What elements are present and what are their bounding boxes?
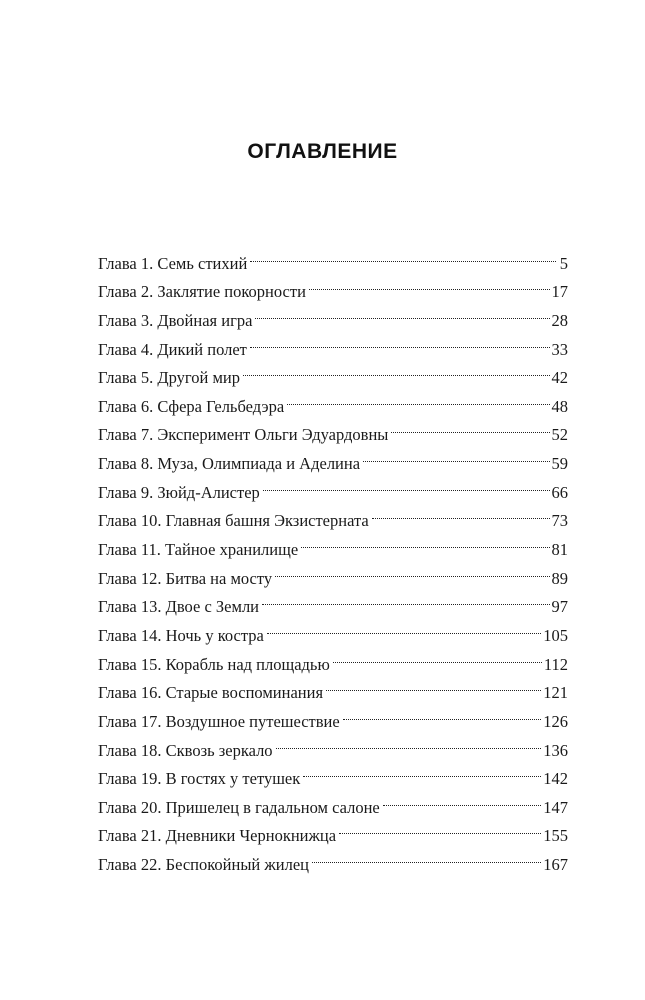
chapter-title: Глава 18. Сквозь зеркало <box>98 740 273 760</box>
page-number: 28 <box>551 310 568 330</box>
dot-leader <box>262 584 549 613</box>
toc-list <box>98 240 568 875</box>
dot-leader <box>391 412 549 441</box>
chapter-title: Глава 20. Пришелец в гадальном салоне <box>98 797 380 817</box>
page-number: 73 <box>551 511 568 531</box>
dot-leader <box>343 698 542 727</box>
dot-leader <box>243 355 550 384</box>
toc-entry[interactable] <box>98 240 568 273</box>
chapter-title: Глава 22. Беспокойный жилец <box>98 855 309 875</box>
dot-leader <box>372 498 550 527</box>
page-title: ОГЛАВЛЕНИЕ <box>247 140 398 163</box>
page-number: 112 <box>543 654 568 674</box>
page-number: 33 <box>551 339 568 359</box>
page-number: 167 <box>543 855 568 875</box>
page-number: 147 <box>543 797 568 817</box>
dot-leader <box>301 526 549 555</box>
chapter-title: Глава 2. Заклятие покорности <box>98 282 306 302</box>
dot-leader <box>383 784 541 813</box>
page-number: 142 <box>543 769 568 789</box>
dot-leader <box>312 841 541 870</box>
dot-leader <box>263 469 550 498</box>
chapter-title: Глава 8. Муза, Олимпиада и Аделина <box>98 454 361 474</box>
chapter-title: Глава 19. В гостях у тетушек <box>98 769 301 789</box>
page-number: 97 <box>551 597 568 617</box>
chapter-title: Глава 14. Ночь у костра <box>98 625 264 645</box>
dot-leader <box>276 727 542 756</box>
chapter-title: Глава 5. Другой мир <box>98 368 240 388</box>
chapter-title: Глава 9. Зюйд-Алистер <box>98 482 260 502</box>
chapter-title: Глава 15. Корабль над площадью <box>98 654 330 674</box>
chapter-title: Глава 7. Эксперимент Ольги Эдуардовны <box>98 425 389 445</box>
page-number: 59 <box>551 454 568 474</box>
page-number: 121 <box>543 683 568 703</box>
chapter-title: Глава 1. Семь стихий <box>98 253 248 273</box>
chapter-title: Глава 10. Главная башня Экзистерната <box>98 511 369 531</box>
dot-leader <box>363 440 549 469</box>
dot-leader <box>333 641 542 670</box>
page-number: 66 <box>551 482 568 502</box>
page-number: 126 <box>543 711 568 731</box>
chapter-title: Глава 3. Двойная игра <box>98 310 253 330</box>
dot-leader <box>287 383 549 412</box>
page-number: 17 <box>551 282 568 302</box>
chapter-title: Глава 16. Старые воспоминания <box>98 683 324 703</box>
dot-leader <box>326 670 541 699</box>
chapter-title: Глава 12. Битва на мосту <box>98 568 273 588</box>
page-number: 5 <box>559 253 568 273</box>
page-number: 81 <box>551 540 568 560</box>
chapter-title: Глава 17. Воздушное путешествие <box>98 711 340 731</box>
page-number: 155 <box>543 826 568 846</box>
dot-leader <box>250 240 556 269</box>
chapter-title: Глава 21. Дневники Чернокнижца <box>98 826 337 846</box>
chapter-title: Глава 13. Двое с Земли <box>98 597 260 617</box>
chapter-title: Глава 11. Тайное хранилище <box>98 540 299 560</box>
chapter-title: Глава 6. Сфера Гельбедэра <box>98 396 285 416</box>
dot-leader <box>309 269 550 298</box>
page-number: 42 <box>551 368 568 388</box>
dot-leader <box>250 326 550 355</box>
page-number: 136 <box>543 740 568 760</box>
page-number: 48 <box>551 396 568 416</box>
page-number: 105 <box>543 625 568 645</box>
chapter-title: Глава 4. Дикий полет <box>98 339 247 359</box>
page-number: 52 <box>551 425 568 445</box>
page-number: 89 <box>551 568 568 588</box>
dot-leader <box>267 612 541 641</box>
dot-leader <box>275 555 549 584</box>
dot-leader <box>339 813 541 842</box>
dot-leader <box>255 297 549 326</box>
dot-leader <box>303 756 541 785</box>
